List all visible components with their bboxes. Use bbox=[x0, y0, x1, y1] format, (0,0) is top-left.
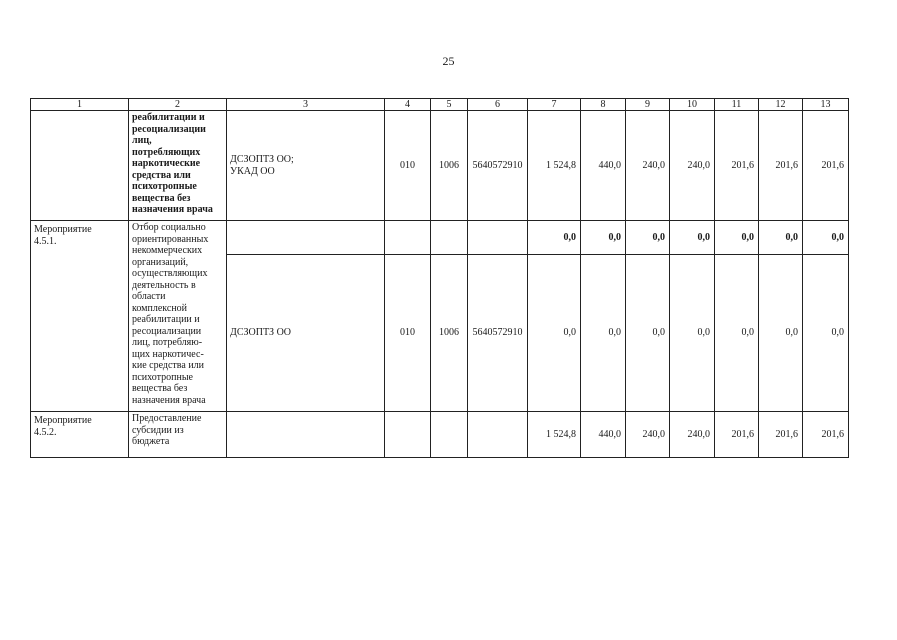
value-cell: 201,6 bbox=[759, 412, 803, 458]
budget-table bbox=[30, 98, 849, 458]
description-cell: Предоставление субсидии из бюджета bbox=[129, 412, 227, 458]
value-cell: 440,0 bbox=[581, 111, 626, 221]
value-cell: 0,0 bbox=[759, 221, 803, 255]
header-cell: 2 bbox=[129, 99, 227, 111]
section-cell: 1006 bbox=[431, 255, 468, 412]
executor-cell: ДСЗОПТЗ ОО bbox=[227, 255, 385, 412]
value-cell: 240,0 bbox=[670, 111, 715, 221]
value-cell: 0,0 bbox=[581, 221, 626, 255]
value-cell: 201,6 bbox=[803, 111, 849, 221]
description-cell: Отбор социально ориентированных некоммерческих организаций, осуществляющих деятельность в области комплексной реабилитации и ресоциализации лиц, потребляю- щих наркотичес- кие средства или психотропные вещества без назначения врача bbox=[129, 221, 227, 412]
description-cell: реабилитации и ресоциализации лиц, потребляющих наркотические средства или психотропные вещества без назначения врача bbox=[129, 111, 227, 221]
header-cell: 11 bbox=[715, 99, 759, 111]
code-cell bbox=[385, 412, 431, 458]
table-row bbox=[31, 111, 849, 221]
target-code-cell: 5640572910 bbox=[468, 111, 528, 221]
value-cell: 201,6 bbox=[715, 111, 759, 221]
value-cell: 201,6 bbox=[759, 111, 803, 221]
value-cell: 240,0 bbox=[626, 412, 670, 458]
section-cell bbox=[431, 412, 468, 458]
header-cell: 1 bbox=[31, 99, 129, 111]
value-cell: 201,6 bbox=[803, 412, 849, 458]
value-cell: 0,0 bbox=[670, 221, 715, 255]
value-cell: 201,6 bbox=[715, 412, 759, 458]
code-cell bbox=[385, 221, 431, 255]
value-cell: 0,0 bbox=[670, 255, 715, 412]
value-cell: 1 524,8 bbox=[528, 111, 581, 221]
header-cell: 3 bbox=[227, 99, 385, 111]
header-cell: 6 bbox=[468, 99, 528, 111]
target-code-cell bbox=[468, 221, 528, 255]
value-cell: 0,0 bbox=[759, 255, 803, 412]
value-cell: 0,0 bbox=[803, 221, 849, 255]
table-row bbox=[31, 221, 849, 255]
table-row bbox=[31, 412, 849, 458]
target-code-cell: 5640572910 bbox=[468, 255, 528, 412]
value-cell: 0,0 bbox=[581, 255, 626, 412]
value-cell: 0,0 bbox=[626, 221, 670, 255]
value-cell: 0,0 bbox=[626, 255, 670, 412]
code-cell: 010 bbox=[385, 111, 431, 221]
value-cell: 440,0 bbox=[581, 412, 626, 458]
header-cell: 7 bbox=[528, 99, 581, 111]
executor-cell: ДСЗОПТЗ ОО; УКАД ОО bbox=[227, 111, 385, 221]
section-cell: 1006 bbox=[431, 111, 468, 221]
target-code-cell bbox=[468, 412, 528, 458]
value-cell: 0,0 bbox=[528, 255, 581, 412]
value-cell: 240,0 bbox=[670, 412, 715, 458]
section-cell bbox=[431, 221, 468, 255]
header-cell: 9 bbox=[626, 99, 670, 111]
value-cell: 0,0 bbox=[528, 221, 581, 255]
activity-cell: Мероприятие 4.5.1. bbox=[31, 221, 129, 412]
value-cell: 240,0 bbox=[626, 111, 670, 221]
header-cell: 4 bbox=[385, 99, 431, 111]
header-cell: 10 bbox=[670, 99, 715, 111]
header-cell: 8 bbox=[581, 99, 626, 111]
code-cell: 010 bbox=[385, 255, 431, 412]
value-cell: 0,0 bbox=[803, 255, 849, 412]
header-cell: 12 bbox=[759, 99, 803, 111]
activity-cell: Мероприятие 4.5.2. bbox=[31, 412, 129, 458]
header-cell: 13 bbox=[803, 99, 849, 111]
executor-cell bbox=[227, 221, 385, 255]
value-cell: 1 524,8 bbox=[528, 412, 581, 458]
table-header-row bbox=[31, 99, 849, 111]
value-cell: 0,0 bbox=[715, 255, 759, 412]
header-cell: 5 bbox=[431, 99, 468, 111]
value-cell: 0,0 bbox=[715, 221, 759, 255]
activity-cell bbox=[31, 111, 129, 221]
executor-cell bbox=[227, 412, 385, 458]
page-number: 25 bbox=[442, 54, 455, 68]
